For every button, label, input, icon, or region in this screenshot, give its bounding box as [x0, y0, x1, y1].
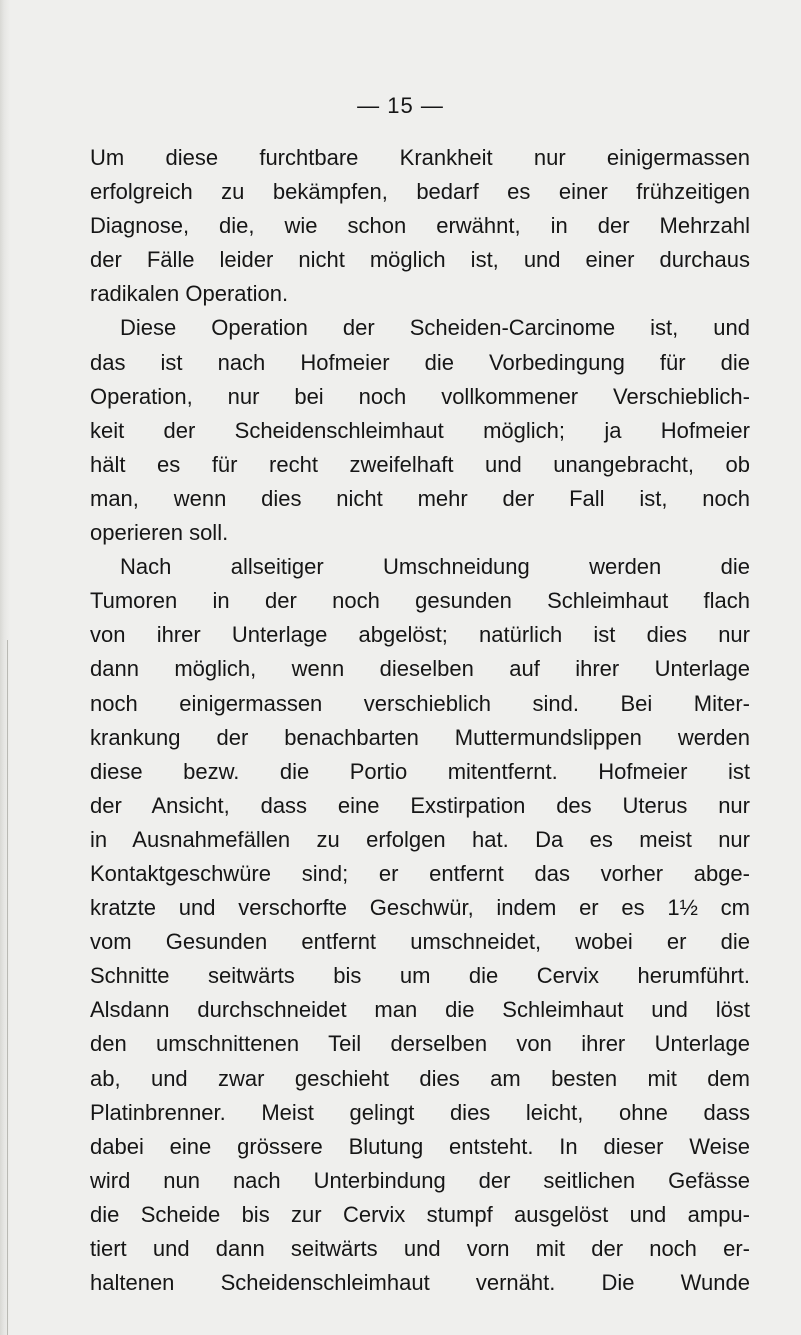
text-line: Um diese furchtbare Krankheit nur einigermassen [90, 145, 750, 170]
text-line: Platinbrenner. Meist gelingt dies leicht, ohne dass [90, 1099, 750, 1125]
text-line: Operation, nur bei noch vollkommener Verschieblich- [90, 383, 750, 409]
text-line: den umschnittenen Teil derselben von ihrer Unterlage [90, 1031, 750, 1057]
text-line: hält es für recht zweifelhaft und unangebracht, ob [90, 451, 750, 477]
text-line: von ihrer Unterlage abgelöst; natürlich ist dies nur [90, 622, 750, 648]
body-text [90, 141, 750, 1300]
text-line: kratzte und verschorfte Geschwür, indem er es 1½ cm [90, 895, 750, 921]
paragraph-first-line: Nach allseitiger Umschneidung werden die [120, 554, 750, 580]
text-line: Kontaktgeschwüre sind; er entfernt das vorher abge- [90, 860, 750, 886]
text-line: operieren soll. [90, 520, 229, 546]
text-line: der Ansicht, dass eine Exstirpation des Uterus nur [90, 792, 750, 818]
text-line: Tumoren in der noch gesunden Schleimhaut flach [90, 588, 750, 614]
text-line: ab, und zwar geschieht dies am besten mit dem [90, 1065, 750, 1091]
text-line: das ist nach Hofmeier die Vorbedingung für die [90, 349, 750, 375]
paragraph-first-line: Diese Operation der Scheiden-Carcinome ist, und [120, 315, 750, 341]
text-line: die Scheide bis zur Cervix stumpf ausgelöst und ampu- [90, 1201, 750, 1227]
text-line: vom Gesunden entfernt umschneidet, wobei er die [90, 929, 750, 955]
text-line: krankung der benachbarten Muttermundslippen werden [90, 724, 750, 750]
binding-edge-line [7, 640, 8, 1335]
text-line: dabei eine grössere Blutung entsteht. In dieser Weise [90, 1133, 750, 1159]
text-line: keit der Scheidenschleimhaut möglich; ja Hofmeier [90, 417, 750, 443]
text-line: Diagnose, die, wie schon erwähnt, in der Mehrzahl [90, 213, 750, 239]
text-line: diese bezw. die Portio mitentfernt. Hofmeier ist [90, 758, 750, 784]
text-line: tiert und dann seitwärts und vorn mit der noch er- [90, 1236, 750, 1261]
text-line: wird nun nach Unterbindung der seitlichen Gefässe [90, 1167, 750, 1193]
page-number: — 15 — [357, 93, 444, 118]
text-line: erfolgreich zu bekämpfen, bedarf es einer frühzeitigen [90, 179, 750, 205]
text-line: Schnitte seitwärts bis um die Cervix herumführt. [90, 963, 750, 989]
text-line: radikalen Operation. [90, 281, 289, 307]
page-gutter-shadow [0, 0, 10, 1335]
text-line: in Ausnahmefällen zu erfolgen hat. Da es meist nur [90, 826, 750, 852]
text-line: der Fälle leider nicht möglich ist, und einer durchaus [90, 247, 750, 273]
text-line: Alsdann durchschneidet man die Schleimhaut und löst [90, 997, 750, 1023]
text-line: noch einigermassen verschieblich sind. Bei Miter- [90, 690, 750, 716]
text-line: dann möglich, wenn dieselben auf ihrer Unterlage [90, 656, 750, 682]
text-line: man, wenn dies nicht mehr der Fall ist, noch [90, 485, 750, 511]
text-line: haltenen Scheidenschleimhaut vernäht. Die Wunde [90, 1270, 750, 1296]
